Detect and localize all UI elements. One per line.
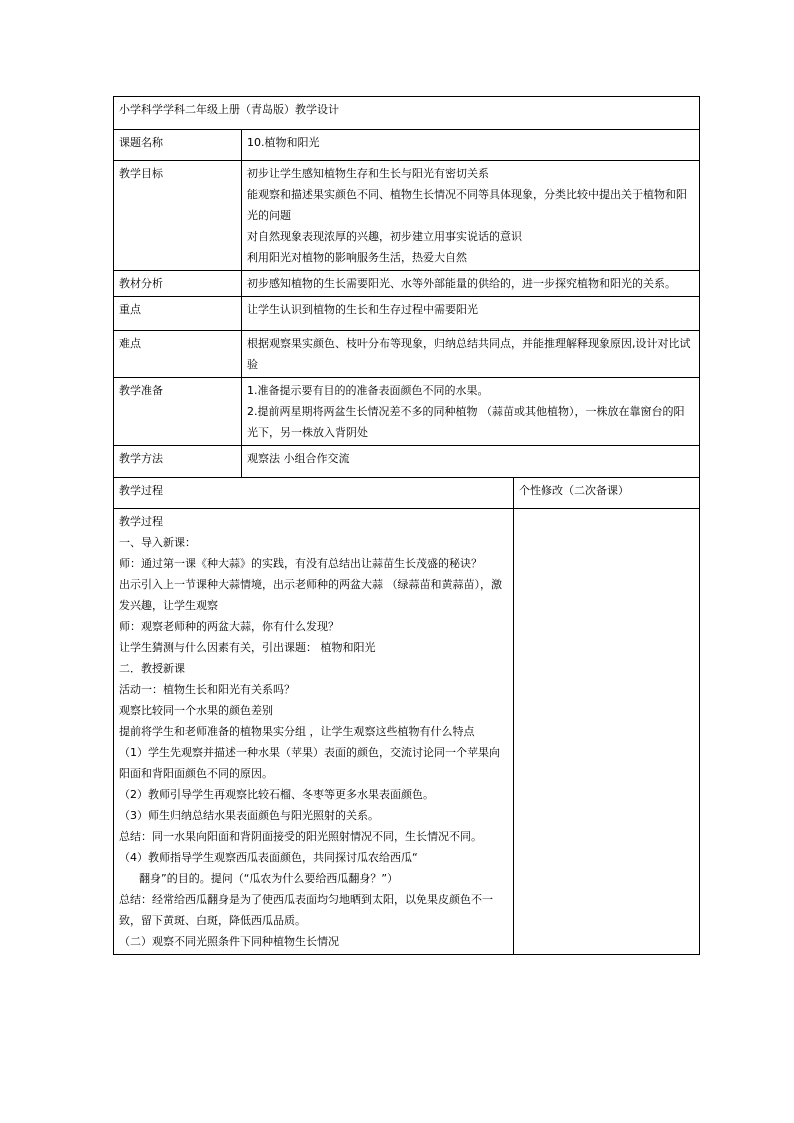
process-line: （1）学生先观察并描述一种水果（苹果）表面的颜色，交流讨论同一个苹果向阳面和背阳面颜色不同的原因。 <box>119 746 500 780</box>
title-row <box>114 97 700 130</box>
row-material-analysis <box>114 271 700 297</box>
process-line: 师：观察老师种的两盆大蒜，你有什么发现？ <box>119 620 339 633</box>
process-line: 教学过程 <box>119 515 163 528</box>
row-content <box>242 378 700 446</box>
process-line: 总结：同一水果向阳面和背阴面接受的阳光照射情况不同，生长情况不同。 <box>119 830 482 843</box>
content-line: 根据观察果实颜色、枝叶分布等现象，归纳总结共同点，并能推理解释现象原因,设计对比试验 <box>247 337 691 371</box>
row-content <box>242 161 700 271</box>
process-body-row <box>114 509 700 955</box>
process-line: 一、导入新课： <box>119 536 196 549</box>
process-line: 活动一：植物生长和阳光有关系吗？ <box>119 683 295 696</box>
process-content <box>114 509 514 955</box>
process-line: 观察比较同一个水果的颜色差别 <box>119 704 273 717</box>
row-content <box>242 297 700 331</box>
lesson-plan-table <box>113 96 700 955</box>
process-line: 提前将学生和老师准备的植物果实分组 ，让学生观察这些植物有什么特点 <box>119 725 475 738</box>
row-content <box>242 446 700 478</box>
row-label: 教学目标 <box>114 161 242 271</box>
process-line: （4）教师指导学生观察西瓜表面颜色，共同探讨瓜农给西瓜“ <box>119 851 418 864</box>
process-line: 师：通过第一课《种大蒜》的实践，有没有总结出让蒜苗生长茂盛的秘诀？ <box>119 557 482 570</box>
process-header-row <box>114 478 700 509</box>
row-content <box>242 130 700 161</box>
revision-content <box>514 509 700 955</box>
document-title: 小学科学学科二年级上册（青岛版）教学设计 <box>114 97 700 130</box>
row-label: 教学方法 <box>114 446 242 478</box>
row-difficulty <box>114 331 700 378</box>
content-line: 10.植物和阳光 <box>247 136 320 149</box>
content-line: 利用阳光对植物的影响服务生活，热爱大自然 <box>247 251 467 264</box>
row-topic <box>114 130 700 161</box>
row-method <box>114 446 700 478</box>
process-line: 让学生猜测与什么因素有关，引出课题： 植物和阳光 <box>119 641 376 654</box>
revision-header: 个性修改（二次备课） <box>514 478 700 509</box>
process-line: 翻身”的目的。提问（“瓜农为什么要给西瓜翻身？”） <box>139 872 399 885</box>
process-header: 教学过程 <box>114 478 514 509</box>
content-line: 2.提前两星期将两盆生长情况差不多的同种植物 （蒜苗或其他植物），一株放在靠窗台的阳光下，另一株放入背阴处 <box>247 405 685 439</box>
content-line: 观察法 小组合作交流 <box>247 452 350 465</box>
row-preparation <box>114 378 700 446</box>
process-line: （3）师生归纳总结水果表面颜色与阳光照射的关系。 <box>119 809 379 822</box>
process-line: 二．教授新课 <box>119 662 185 675</box>
content-line: 让学生认识到植物的生长和生存过程中需要阳光 <box>247 303 478 316</box>
row-label: 重点 <box>114 297 242 331</box>
content-line: 能观察和描述果实颜色不同、植物生长情况不同等具体现象，分类比较中提出关于植物和阳光的问题 <box>247 188 687 222</box>
row-objectives <box>114 161 700 271</box>
row-label: 难点 <box>114 331 242 378</box>
content-line: 初步感知植物的生长需要阳光、水等外部能量的供给的，进一步探究植物和阳光的关系。 <box>247 277 676 290</box>
row-label: 教学准备 <box>114 378 242 446</box>
row-content <box>242 271 700 297</box>
content-line: 对自然现象表现浓厚的兴趣，初步建立用事实说话的意识 <box>247 230 522 243</box>
row-label: 课题名称 <box>114 130 242 161</box>
process-line: 出示引入上一节课种大蒜情境，出示老师种的两盆大蒜 （绿蒜苗和黄蒜苗），激发兴趣，让学生观察 <box>119 578 502 612</box>
row-label: 教材分析 <box>114 271 242 297</box>
content-line: 1.准备提示要有目的的准备表面颜色不同的水果。 <box>247 384 489 397</box>
row-key-point <box>114 297 700 331</box>
process-line: （二）观察不同光照条件下同种植物生长情况 <box>119 935 339 948</box>
lesson-plan-document <box>113 96 699 955</box>
process-line: （2）教师引导学生再观察比较石榴、冬枣等更多水果表面颜色。 <box>119 788 434 801</box>
content-line: 初步让学生感知植物生存和生长与阳光有密切关系 <box>247 167 489 180</box>
row-content <box>242 331 700 378</box>
process-line: 总结：经常给西瓜翻身是为了使西瓜表面均匀地晒到太阳，以免果皮颜色不一致，留下黄斑、白斑，降低西瓜品质。 <box>119 893 493 927</box>
